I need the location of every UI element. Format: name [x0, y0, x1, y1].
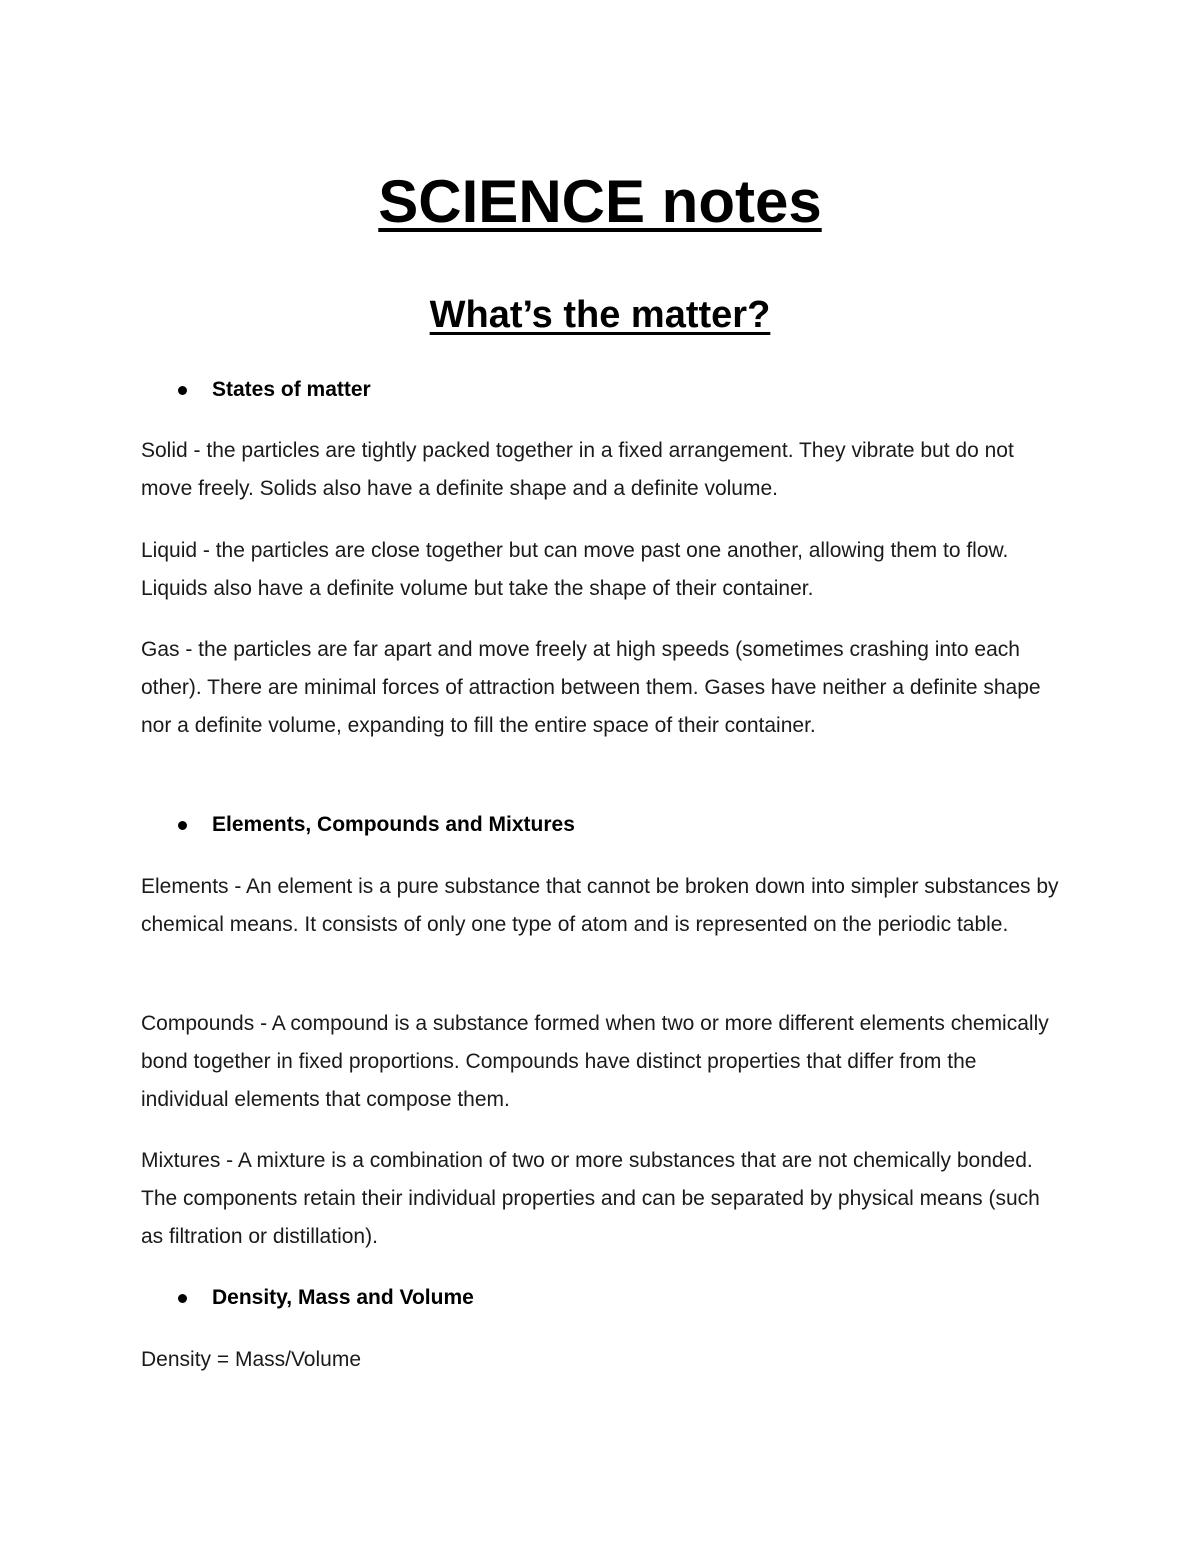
section-heading-density-mass-volume [178, 1284, 474, 1312]
section-heading-states-of-matter [178, 376, 371, 404]
bullet-icon [178, 1294, 187, 1303]
paragraph-elements: Elements - An element is a pure substance that cannot be broken down into simpler substances by chemical means. It consists of only one type of atom and is represented on the periodic table. [141, 875, 1059, 936]
bullet-icon [178, 821, 187, 830]
section-heading-label: States of matter [212, 378, 371, 401]
paragraph-solid: Solid - the particles are tightly packed together in a fixed arrangement. They vibrate but do not move freely. Solids also have a definite shape and a definite volume. [141, 439, 1014, 500]
page-title: SCIENCE notes [378, 168, 822, 235]
page-subtitle: What’s the matter? [429, 294, 771, 336]
section-heading-elements-compounds-mixtures [178, 811, 575, 839]
paragraph-density-formula: Density = Mass/Volume [141, 1348, 362, 1371]
bullet-icon [178, 386, 187, 395]
section-heading-label: Elements, Compounds and Mixtures [212, 813, 575, 836]
paragraph-gas: Gas - the particles are far apart and move freely at high speeds (sometimes crashing into each other). There are minimal forces of attraction between them. Gases have neither a definite shape nor a definite volume, expanding to fill the entire space of their container. [141, 638, 1041, 737]
section-heading-label: Density, Mass and Volume [212, 1286, 474, 1309]
paragraph-liquid: Liquid - the particles are close together but can move past one another, allowing them to flow. Liquids also have a definite volume but take the shape of their container. [141, 539, 1009, 600]
paragraph-mixtures: Mixtures - A mixture is a combination of two or more substances that are not chemically bonded. The components retain their individual properties and can be separated by physical means (such as filtration or distillation). [141, 1149, 1040, 1248]
paragraph-compounds: Compounds - A compound is a substance formed when two or more different elements chemically bond together in fixed proportions. Compounds have distinct properties that differ from the individual elements that compose them. [141, 1012, 1049, 1111]
